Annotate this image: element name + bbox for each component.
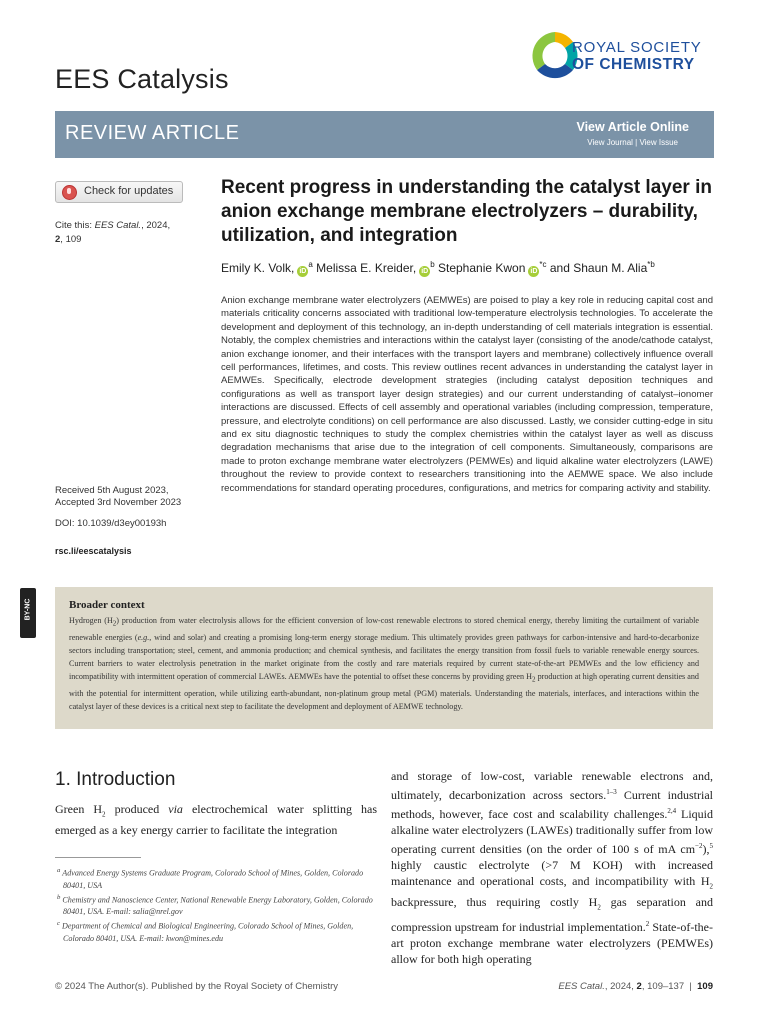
affiliation-footnotes: $^a$ Advanced Energy Systems Graduate Program, Colorado School of Mines, Golden, Colorado 80401, USA $^b$ Chemistry and Nanoscience Center, National Renewable Energy Laboratory, Golden, Colorado 80401, USA. E-mail: salia@nrel.gov $^c$ Department of Chemical and Biological Engineering, Colorado School of Mines, Golden, Colorado 80401, USA. E-mail: kwon@mines.edu xyxy=(57,867,373,944)
author: Stephanie Kwon xyxy=(438,261,526,275)
intro-paragraph-continued: and storage of low-cost, variable renewable electrons and, ultimately, decarbonization across sectors.$^{1-3}$ Current industrial methods, however, face cost and scalability challenges.$^{2,4}$ Liquid alkaline water electrolyzers (LAWEs) traditionally suffer from low operating current densities (on the order of 100 s of mA $cm^{-2}),^5$ highly caustic electrolyte (>7 M KOH) with increased maintenance and operational costs, and incompatibility with $H_2$ backpressure, thus requiring costly $H_2$ gas separation and compression upstream for industrial implementation.$^2$ State-of-the-art proton exchange membrane water electrolyzers (PEMWEs) allow for both high operating xyxy=(391,769,714,966)
author-list: Emily K. Volk, $iD^a$ Melissa E. Kreider, $iD^b$ Stephanie Kwon $iD^{*c}$ and Shaun M. Alia$^{*b}$ xyxy=(221,260,655,275)
journal-title: EES Catalysis xyxy=(55,64,229,94)
orcid-icon[interactable]: iD xyxy=(530,268,538,275)
author: and Shaun M. Alia xyxy=(549,261,648,275)
orcid-icon[interactable]: iD xyxy=(421,268,429,275)
article-type-banner xyxy=(55,111,714,158)
check-for-updates-button[interactable] xyxy=(55,181,183,203)
check-updates-label: Check for updates xyxy=(84,185,174,197)
cc-license-icon[interactable] xyxy=(20,588,36,638)
intro-paragraph: Green $H_2$ produced via electrochemical water splitting has emerged as a key energy carrier to facilitate the integration xyxy=(55,802,378,838)
license-label: BY-NC xyxy=(24,598,32,621)
rsc-logo-text xyxy=(572,39,702,73)
view-journal-issue-links[interactable]: View Journal | View Issue xyxy=(587,138,678,147)
broader-context-box xyxy=(55,587,713,729)
author: Emily K. Volk, xyxy=(221,261,295,275)
check-updates-icon xyxy=(62,185,77,200)
doi[interactable]: DOI: 10.1039/d3ey00193h xyxy=(55,518,167,529)
copyright-footer: © 2024 The Author(s). Published by the Royal Society of Chemistry xyxy=(55,981,338,992)
author: Melissa E. Kreider, xyxy=(316,261,417,275)
cite-this: Cite this: EES Catal., 2024, 2, 109 xyxy=(55,220,171,245)
footnote-divider xyxy=(55,857,141,858)
article-type: REVIEW ARTICLE xyxy=(65,122,240,144)
received-dates: Received 5th August 2023, Accepted 3rd November 2023 xyxy=(55,485,182,508)
page-footer: EES Catal., 2024, 2, 109–137 | 109 xyxy=(558,981,713,992)
journal-url[interactable]: rsc.li/eescatalysis xyxy=(55,546,132,556)
logo-line1: ROYAL SOCIETY xyxy=(572,39,702,56)
view-article-online-link[interactable]: View Article Online xyxy=(576,120,689,134)
article-title: Recent progress in understanding the catalyst layer in anion exchange membrane electrolyzers – durability, utilization, and integration xyxy=(221,177,712,246)
section-heading: 1. Introduction xyxy=(55,769,176,790)
abstract: Anion exchange membrane water electrolyzers (AEMWEs) are poised to play a key role in reducing capital cost and materials criticality concerns associated with traditional low-temperature electrolysis technologies. To accelerate the development and deployment of this technology, an in-depth understanding of cell materials integration is essential. Notably, the complex chemistries and interactions within the catalyst layer (consisting of the anode/cathode catalyst, anion exchange ionomer, and their interfaces with the transport layers and membrane) collectively influence overall cell performances, lifetimes, and costs. This review outlines recent advances in understanding the catalyst layer in AEMWEs. Specifically, electrode development strategies (including catalyst deposition techniques and configurations as well as transport layer design strategies) and our current understanding of catalyst–ionomer interactions are discussed. Effects of cell assembly and operational variables (including compression, temperature, pressure, and electrolyte conditions) on cell performance are also discussed. Lastly, we consider cutting-edge in situ and ex situ diagnostic techniques to study the complex chemistries within the catalyst layer as well as discuss degradation mechanisms that arise due to the integration of cell components. Simultaneously, comparisons are made to proton exchange membrane water electrolyzers (PEMWEs) and liquid alkaline water electrolyzers (LAWE) throughout the review to provide context to researchers transitioning into the AEMWE space. We also include recommendations for standard operating procedures, configurations, and metrics for comparing activity and stability. xyxy=(221,295,713,494)
orcid-icon[interactable]: iD xyxy=(299,268,307,275)
logo-line2: OF CHEMISTRY xyxy=(572,56,695,73)
broader-context-heading: Broader context xyxy=(69,599,145,611)
page-number: 109 xyxy=(697,981,713,992)
broader-context-body: Hydrogen $(H_2)$ production from water electrolysis allows for the efficient conversion of low-cost renewable electrons to stored chemical energy, thereby limiting the curtailment of variable renewable energies (e.g., wind and solar) and creating a promising long-term energy storage medium. This ultimately provides green pathways for carbon-intensive and hard-to-decarbonize sectors including transportation; steel, cement, and ammonia production; and chemical synthesis, and facilitates the energy transition from fossil fuels to variable renewable energy sources. Current barriers to water electrolysis penetration in the market originate from the costly and rare materials required by current state-of-the-art PEMWEs and the low efficiency and incompatibility with intermittent operation of commercial LAWEs. AEMWEs have the potential to offset these concerns by providing green $H_2$ production at high operating current densities and with the potential for intermittent operation, while utilizing earth-abundant, non-platinum group metal (PGM) materials. Understanding the materials, interfaces, and interactions within the catalyst layer of these devices is a critical next step to facilitate the development and deployment of AEMWE technology. xyxy=(69,616,699,712)
